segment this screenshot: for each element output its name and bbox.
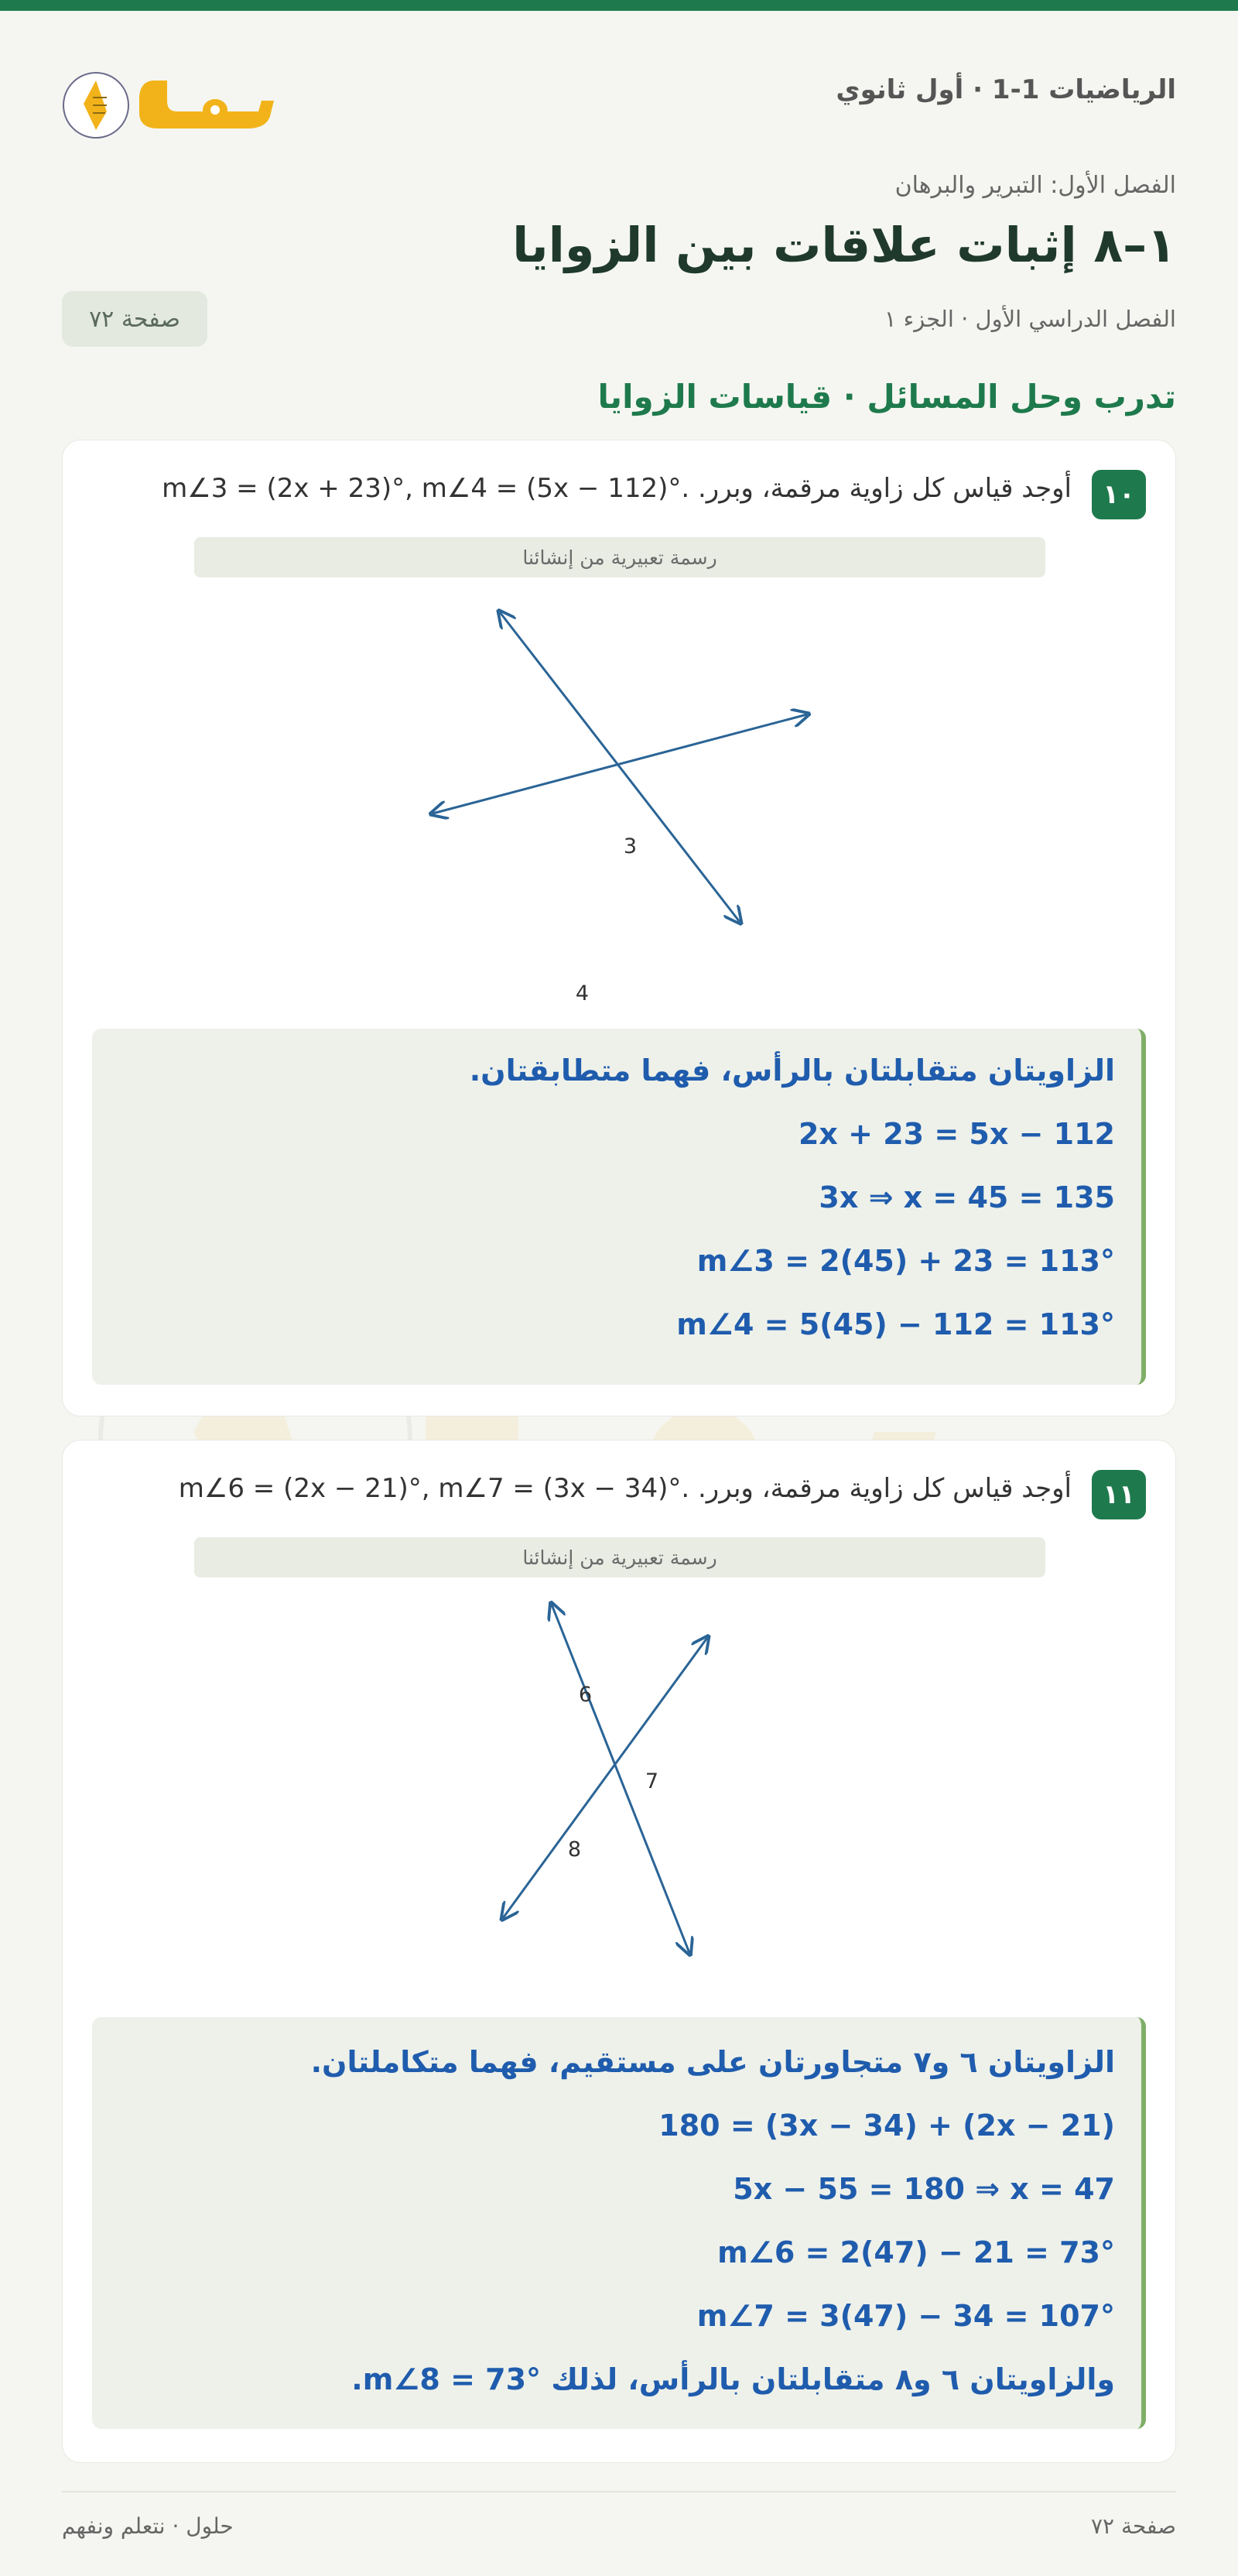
line-a: [552, 1605, 689, 1953]
answer-line: m∠7 = 3(47) − 34 = 107°: [696, 2299, 1115, 2333]
answer-line: 5x − 55 = 180 ⇒ x = 47: [733, 2172, 1115, 2206]
answer-line: (2x − 21) + (3x − 34) = 180: [658, 2108, 1115, 2143]
angle-figure-11: [434, 1595, 805, 1951]
line-b: [433, 714, 807, 814]
answer-line: m∠6 = 2(47) − 21 = 73°: [717, 2235, 1115, 2269]
illustration-note: رسمة تعبيرية من إنشائنا: [194, 1537, 1045, 1577]
answer-line: الزاويتان ٦ و٧ متجاورتان على مستقيم، فهما متكاملتان.: [310, 2045, 1115, 2079]
prompt-text: أوجد قياس كل زاوية مرقمة، وبرر.: [697, 473, 1072, 504]
answer-line: m∠3 = 2(45) + 23 = 113°: [696, 1244, 1115, 1278]
answer-line: 2x + 23 = 5x − 112: [798, 1117, 1115, 1151]
chapter-label: الفصل الأول: التبرير والبرهان: [894, 172, 1176, 199]
course-label: الرياضيات 1-1 · أول ثانوي: [836, 74, 1176, 105]
angle-label-8: 8: [567, 1838, 581, 1862]
angle-label-7: 7: [645, 1769, 658, 1793]
footer-tagline: حلول · نتعلم ونفهم: [62, 2513, 234, 2539]
question-prompt: [94, 1473, 1072, 1504]
answer-line: الزاويتان متقابلتان بالرأس، فهما متطابقتان.: [469, 1053, 1115, 1088]
answer-box-11: [92, 2017, 1146, 2429]
prompt-text: أوجد قياس كل زاوية مرقمة، وبرر.: [697, 1473, 1072, 1504]
angle-label-4: 4: [575, 981, 589, 1005]
brand-name: حلول: [207, 88, 209, 89]
brand-logo: [62, 65, 279, 142]
question-card-10: [62, 440, 1176, 1416]
answer-line: m∠4 = 5(45) − 112 = 113°: [676, 1307, 1115, 1341]
angle-label-3: 3: [623, 834, 637, 858]
question-number: ١٠: [1092, 470, 1146, 519]
answer-line: 135 = 3x ⇒ x = 45: [819, 1180, 1115, 1214]
semester-label: الفصل الدراسي الأول · الجزء ١: [884, 306, 1176, 332]
question-number: ١١: [1092, 1470, 1146, 1519]
angle-figure-10: [388, 603, 852, 1005]
angle-label-6: 6: [578, 1683, 592, 1707]
section-title: تدرب وحل المسائل · قياسات الزوايا: [597, 378, 1176, 416]
prompt-expression: m∠6 = (2x − 21)°, m∠7 = (3x − 34)°.: [178, 1473, 690, 1504]
footer-divider: [62, 2491, 1176, 2492]
answer-line: والزاويتان ٦ و٨ متقابلتان بالرأس، لذلك m∠8 = 73°.: [351, 2362, 1115, 2396]
question-prompt: [94, 473, 1072, 504]
page-header: [62, 43, 1176, 152]
question-card-11: [62, 1440, 1176, 2463]
prompt-expression: m∠3 = (2x + 23)°, m∠4 = (5x − 112)°.: [162, 473, 690, 504]
illustration-note: رسمة تعبيرية من إنشائنا: [194, 537, 1045, 577]
page-badge: صفحة ٧٢: [62, 291, 207, 347]
line-b: [503, 1638, 707, 1918]
line-a: [500, 612, 740, 922]
answer-box-10: [92, 1029, 1146, 1385]
top-accent-bar: [0, 0, 1238, 11]
lesson-title: ١–٨ إثبات علاقات بين الزوايا: [512, 217, 1176, 273]
footer-page: صفحة ٧٢: [1090, 2513, 1176, 2539]
